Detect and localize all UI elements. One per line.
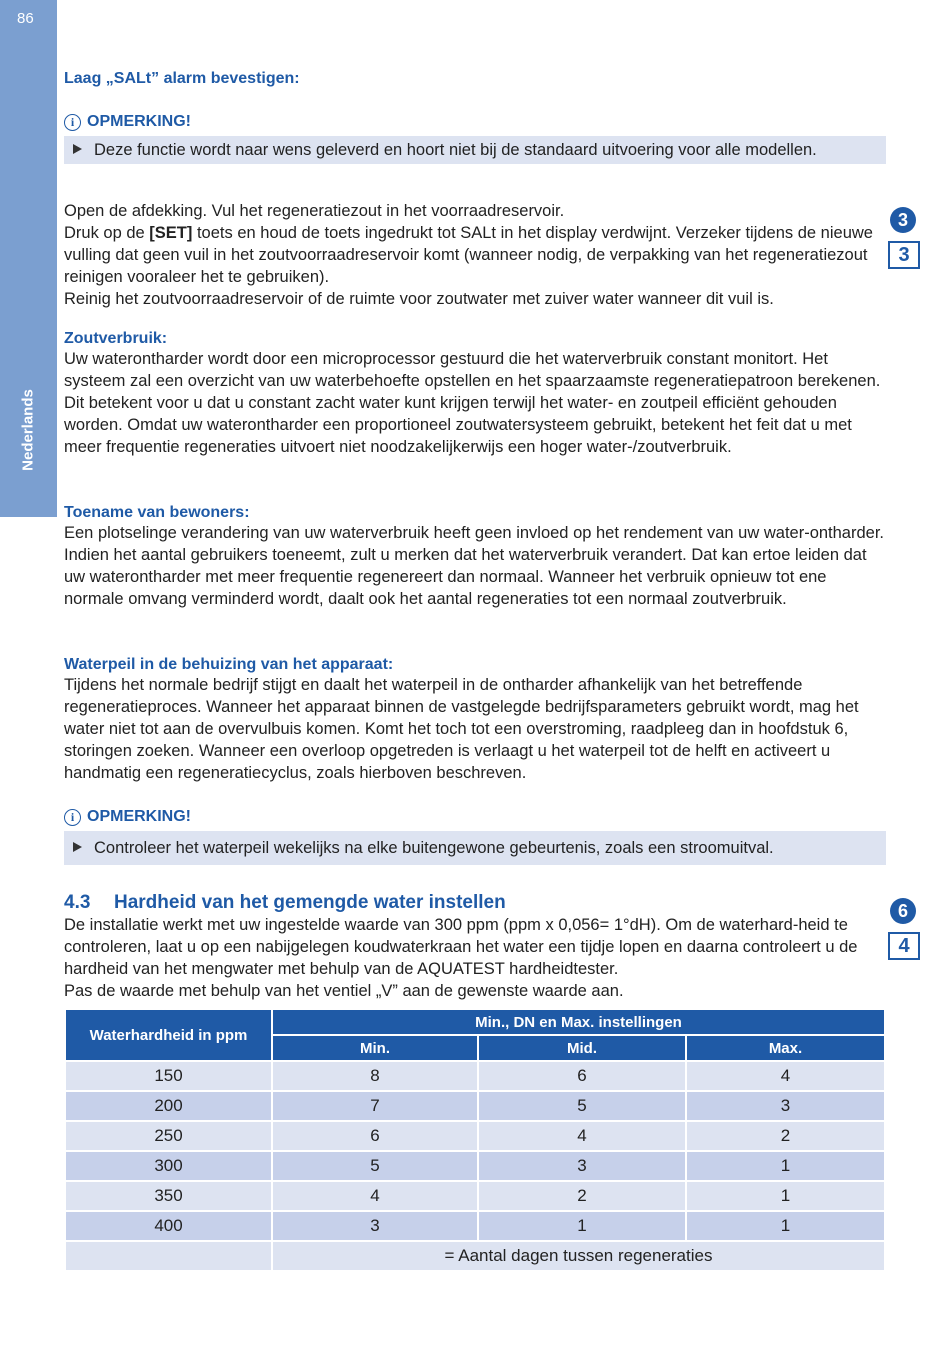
chapter-circle-badge-2: 6 [890, 898, 916, 924]
table-cell: 2 [478, 1181, 686, 1211]
table-cell: 400 [65, 1211, 272, 1241]
chapter-square-badge-2: 4 [888, 932, 920, 960]
zoutverbruik-title: Zoutverbruik: [64, 330, 168, 347]
table-row [65, 1091, 885, 1121]
table-cell: 4 [686, 1061, 885, 1091]
info-icon: i [64, 114, 81, 131]
section-title-salt: Laag „SALt” alarm bevestigen: [64, 70, 300, 87]
table-cell: 1 [686, 1151, 885, 1181]
table-row [65, 1151, 885, 1181]
col-header-hardness: Waterhardheid in ppm [65, 1009, 272, 1061]
section-number: 4.3 [64, 892, 91, 913]
section-4-3 [64, 892, 886, 1002]
table-cell: 1 [686, 1181, 885, 1211]
toename-text: Een plotselinge verandering van uw waterverbruik heeft geen invloed op het rendement van uw water-ontharder. Indien het aantal gebruikers toeneemt, zult u merken dat het waterverbruik verandert. Dat kan ertoe leiden dat uw waterontharder met meer frequentie regenereert dan normaal. Wanneer het verbruik opnieuw tot ene normale omvang verminderd wordt, daalt ook het aantal regeneraties tot een normaal zoutverbruik. [64, 524, 885, 608]
note-text-2: Controleer het waterpeil wekelijks na elke buitengewone gebeurtenis, zoals een stroomuitval. [94, 839, 774, 857]
table-row [65, 1211, 885, 1241]
note-label-2: OPMERKING! [87, 808, 191, 825]
note-box [64, 136, 886, 164]
info-icon: i [64, 809, 81, 826]
table-cell: 350 [65, 1181, 272, 1211]
table-cell: 3 [478, 1151, 686, 1181]
note-header-2 [64, 808, 886, 826]
table-cell: 200 [65, 1091, 272, 1121]
note-header [64, 113, 886, 131]
table-cell: 150 [65, 1061, 272, 1091]
zoutverbruik-text: Uw waterontharder wordt door een microprocessor gestuurd die het waterverbruik constant monitort. Het systeem zal een overzicht van uw waterbehoefte opstellen en het spaarzaamste regeneratiepatroon berekenen. Dit betekent voor u dat u constant zacht water kunt krijgen terwijl het water- en zoutpeil efficiënt gehouden worden. Omdat uw waterontharder een proportioneel zoutwatersysteem gebruikt, betekent het feit dat u met meer frequentie regeneraties uitvoert niet noodzakelijkerwijs een hoger water-/zoutverbruik. [64, 350, 881, 456]
note-box-2 [64, 831, 886, 865]
note-block-1 [64, 113, 886, 164]
note-label: OPMERKING! [87, 113, 191, 130]
table-cell: 5 [272, 1151, 478, 1181]
note-text: Deze functie wordt naar wens geleverd en hoort niet bij de standaard uitvoering voor alle modellen. [94, 141, 817, 159]
table-cell: 1 [686, 1211, 885, 1241]
section-4-3-text: De installatie werkt met uw ingestelde waarde van 300 ppm (ppm x 0,056= 1°dH). Om de waterhard-heid te controleren, laat u op een nabijgelegen koudwaterkraan het water een tijdje lopen en daarna controleert u de hardheid van het mengwater met behulp van de AQUATEST hardheidtester. [64, 916, 858, 978]
table-cell: 2 [686, 1121, 885, 1151]
table-cell: 4 [272, 1181, 478, 1211]
table-cell: 250 [65, 1121, 272, 1151]
section-heading: Hardheid van het gemengde water instellen [114, 892, 506, 913]
table-row [65, 1121, 885, 1151]
waterpeil-title: Waterpeil in de behuizing van het apparaat: [64, 656, 394, 673]
table-cell [65, 1241, 272, 1271]
salt-paragraph [64, 200, 886, 310]
paragraph-line-3: Reinig het zoutvoorraadreservoir of de ruimte voor zoutwater met zuiver water wanneer dit vuil is. [64, 290, 774, 308]
toename-section [64, 504, 886, 610]
chapter-square-badge: 3 [888, 241, 920, 269]
section-4-3-title [64, 892, 886, 914]
set-key-label: [SET] [149, 224, 193, 242]
toename-title: Toename van bewoners: [64, 504, 250, 521]
table-cell: 1 [478, 1211, 686, 1241]
subheader-min: Min. [272, 1035, 478, 1061]
chapter-circle-badge: 3 [890, 207, 916, 233]
table-footer-text: = Aantal dagen tussen regeneraties [272, 1241, 885, 1271]
language-label: Nederlands [19, 389, 37, 471]
triangle-bullet-icon [73, 144, 82, 154]
section-4-3-text-2: Pas de waarde met behulp van het ventiel „V” aan de gewenste waarde aan. [64, 982, 624, 1000]
table-cell: 4 [478, 1121, 686, 1151]
hardness-table [64, 1008, 886, 1272]
waterpeil-text: Tijdens het normale bedrijf stijgt en daalt het waterpeil in de ontharder afhankelijk van het betreffende regeneratieproces. Wanneer het apparaat binnen de vastgelegde bedrijfsparameters gebruikt wordt, mag het water niet tot aan de overvulbuis komen. Komt het toch tot een overstroming, raadpleeg dan in hoofdstuk 6, storingen zoeken. Wanneer een overloop opgetreden is verlaagt u het waterpeil tot de helft en activeert u handmatig een regeneratiecyclus, zoals hierboven beschreven. [64, 676, 859, 782]
paragraph-line-2: Druk op de [SET] toets en houd de toets ingedrukt tot SALt in het display verdwijnt. Verzeker tijdens de nieuwe vulling dat geen vuil in het zoutvoorraadreservoir komt (wanneer nodig, de verpakking van het regeneratiezout reinigen vooraleer het te gebruiken). [64, 224, 873, 286]
table-cell: 7 [272, 1091, 478, 1121]
table-cell: 3 [272, 1211, 478, 1241]
note-block-2 [64, 808, 886, 865]
side-tab [0, 0, 57, 517]
page-number: 86 [17, 10, 34, 27]
table-cell: 8 [272, 1061, 478, 1091]
table-cell: 3 [686, 1091, 885, 1121]
table-cell: 6 [272, 1121, 478, 1151]
paragraph-line-1: Open de afdekking. Vul het regeneratiezout in het voorraadreservoir. [64, 202, 565, 220]
table-cell: 5 [478, 1091, 686, 1121]
triangle-bullet-icon [73, 842, 82, 852]
table-row [65, 1061, 885, 1091]
subheader-mid: Mid. [478, 1035, 686, 1061]
table-cell: 300 [65, 1151, 272, 1181]
subheader-max: Max. [686, 1035, 885, 1061]
table-footer-row [65, 1241, 885, 1271]
table-row [65, 1181, 885, 1211]
zoutverbruik-section [64, 330, 886, 458]
group-header-settings: Min., DN en Max. instellingen [272, 1009, 885, 1035]
waterpeil-section [64, 656, 886, 784]
table-cell: 6 [478, 1061, 686, 1091]
